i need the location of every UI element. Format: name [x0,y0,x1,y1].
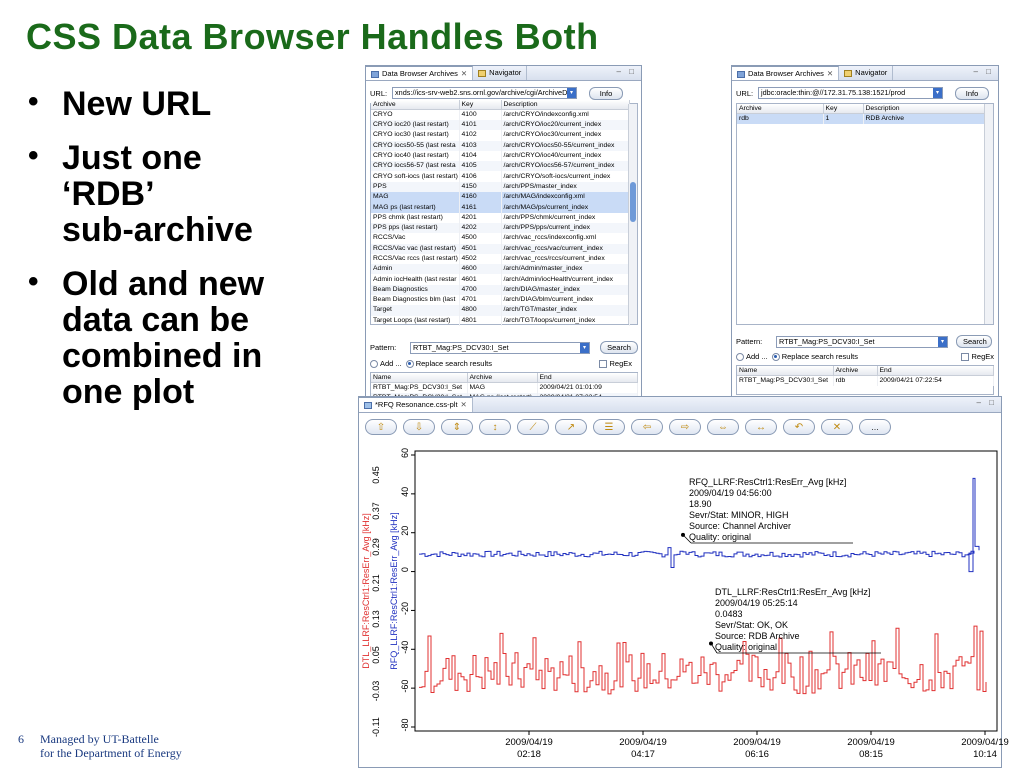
table-cell: Target [371,305,459,315]
add-radio[interactable] [370,360,378,368]
table-cell: 4160 [459,192,501,202]
annotation-text: 18.90 [689,499,712,509]
plot-tabbar [359,397,1001,413]
archive-table-container [370,103,638,325]
zoom-x-in-button[interactable] [707,419,739,435]
y-tick-label-inner: -60 [400,679,410,693]
plot-svg[interactable] [359,441,1009,767]
table-cell: RCCS/Vac vac (last restart) [371,244,459,254]
table-row[interactable] [371,182,629,192]
table-cell: /arch/Admin/master_index [501,264,629,274]
table-cell: 1 [823,114,863,125]
annotation-text: Sevr/Stat: OK, OK [715,620,789,630]
table-cell: /arch/vac_rccs/vac/current_index [501,244,629,254]
table-row[interactable] [371,213,629,223]
chevron-down-icon[interactable]: ▾ [567,88,576,98]
table-cell: /arch/MAG/indexconfig.xml [501,192,629,202]
view-tabbar [732,66,998,81]
url-combo[interactable]: jdbc:oracle:thin:@//172.31.75.138:1521/prod ▾ [758,87,943,99]
trend-a-button[interactable] [517,419,549,435]
page-number: 6 [18,732,24,746]
table-cell: rdb [737,114,823,125]
more-button[interactable] [859,419,891,435]
table-cell: RCCS/Vac rccs (last restart) [371,254,459,264]
table-cell: 4150 [459,182,501,192]
table-cell: 4502 [459,254,501,264]
tab-navigator[interactable]: Navigator [839,66,893,80]
table-row[interactable] [371,120,629,130]
table-row[interactable] [371,254,629,264]
table-row[interactable] [371,192,629,202]
trend-b-button[interactable] [555,419,587,435]
pan-right-button[interactable] [669,419,701,435]
bullet-item [28,86,328,122]
table-cell: RTBT_Mag:PS_DCV30:I_Set [737,376,833,387]
table-row[interactable] [371,264,629,274]
window-controls[interactable]: – □ [976,398,997,407]
bullet-dot: • [28,85,39,118]
table-row[interactable] [371,130,629,140]
table-cell: /arch/DIAG/blm/current_index [501,295,629,305]
y-tick-label-inner: 60 [400,447,410,459]
table-cell: CRYO ioc40 (last restart) [371,151,459,161]
table-cell: 4100 [459,110,501,121]
table-cell: /arch/CRYO/iocs56-57/current_index [501,161,629,171]
table-cell: /arch/vac_rccs/indexconfig.xml [501,233,629,243]
archive-scrollbar[interactable] [628,104,637,324]
table-row[interactable] [371,383,637,394]
add-radio[interactable] [736,353,744,361]
y-tick-label-outer: -0.11 [371,717,381,737]
y-tick-label-inner: 40 [400,486,410,497]
column-header[interactable]: Archive [737,104,823,114]
pattern-label: Pattern: [736,337,763,346]
plot-toolbar [365,419,891,435]
info-button[interactable]: Info [589,87,623,100]
archives-window-left [365,65,642,397]
x-tick-label: 2009/04/19 08:15 [847,737,895,760]
table-cell: 4102 [459,130,501,140]
search-button[interactable]: Search [956,335,992,348]
zoom-out-down-icon: ⇩ [414,421,424,433]
archive-table [737,104,986,124]
table-cell: /arch/MAG/ps/current_index [501,202,629,212]
pattern-combo[interactable]: RTBT_Mag:PS_DCV30:I_Set ▾ [410,342,590,354]
scroll-icon: ✕ [832,421,842,433]
annotation-text: Quality: original [715,642,778,652]
window-controls[interactable]: – □ [616,67,637,76]
replace-radio[interactable] [406,360,414,368]
y-tick-label-outer: -0.03 [371,680,381,702]
annotation-text: Source: RDB Archive [715,631,800,641]
table-cell: /arch/CRYO/indexconfig.xml [501,110,629,121]
table-cell: RTBT_Mag:PS_DCV30:I_Set [371,383,467,394]
x-tick-label: 2009/04/19 06:16 [733,737,781,760]
zoom-y-icon: ↕ [492,421,498,433]
y-tick-label-outer: 0.05 [371,646,381,664]
table-cell: Admin iocHealth (last restar [371,274,459,284]
regex-label: RegEx [609,359,632,368]
column-header[interactable]: Description [501,100,629,110]
table-cell: CRYO ioc30 (last restart) [371,130,459,140]
annotation-text: Sevr/Stat: MINOR, HIGH [689,510,789,520]
column-header[interactable]: Description [863,104,985,114]
results-container [370,372,638,398]
table-cell: 4601 [459,274,501,284]
table-cell: MAG ps (last restart) [371,202,459,212]
stagger-button[interactable] [441,419,473,435]
annotation-text: 0.0483 [715,609,743,619]
table-cell: CRYO soft-iocs (last restart) [371,171,459,181]
table-row[interactable] [371,274,629,284]
pan-left-button[interactable] [631,419,663,435]
chevron-down-icon[interactable]: ▾ [580,343,589,353]
table-cell: PPS chmk (last restart) [371,213,459,223]
table-cell: 4801 [459,316,501,326]
navigator-icon [844,70,852,77]
table-row[interactable] [371,295,629,305]
table-cell: /arch/CRYO/ioc30/current_index [501,130,629,140]
replace-radio[interactable] [772,353,780,361]
table-row[interactable] [371,305,629,315]
table-row[interactable] [371,233,629,243]
url-label: URL: [736,88,754,98]
y-tick-label-outer: 0.13 [371,610,381,628]
table-row[interactable] [371,141,629,151]
plot-file-icon [364,402,372,409]
table-cell: 4800 [459,305,501,315]
footer-line-1: Managed by UT-Battelle [40,732,159,746]
pan-left-icon: ⇦ [642,421,652,433]
y-axis-label-inner: RFQ_LLRF:ResCtrl1:ResErr_Avg [kHz] [389,512,399,670]
y-tick-label-inner: -80 [400,718,410,732]
archive-scrollbar[interactable] [984,104,993,324]
table-cell: Beam Diagnostics blm (last [371,295,459,305]
bullet-list [28,86,328,428]
table-cell: 4161 [459,202,501,212]
y-tick-label-inner: -40 [400,640,410,654]
config-button[interactable] [593,419,625,435]
zoom-x-out-button[interactable] [745,419,777,435]
bullet-item [28,140,328,248]
regex-checkbox[interactable] [961,353,969,361]
table-cell: /arch/CRYO/ioc40/current_index [501,151,629,161]
zoom-y-button[interactable] [479,419,511,435]
table-cell: /arch/TGT/master_index [501,305,629,315]
table-cell: RCCS/Vac [371,233,459,243]
bullet-text: New URL [62,85,212,123]
url-row [736,86,989,100]
bullet-text: Old and new data can be combined in one plot [62,265,265,411]
table-row[interactable] [371,244,629,254]
bullet-item [28,266,328,410]
view-tabbar [366,66,641,81]
annotation-text: DTL_LLRF:ResCtrl1:ResErr_Avg [kHz] [715,587,871,597]
table-cell: Beam Diagnostics [371,285,459,295]
column-header[interactable]: End [537,373,637,383]
table-cell: 4700 [459,285,501,295]
table-cell: 4101 [459,120,501,130]
archive-table-container [736,103,994,325]
replace-label: Replace search results [781,352,858,361]
annotation-marker [709,641,713,645]
zoom-in-up-icon: ⇧ [376,421,386,433]
archive-icon [371,71,379,78]
close-icon[interactable]: ✕ [826,69,834,78]
tab-data-browser-archives[interactable]: Data Browser Archives ✕ [732,66,839,80]
table-cell: /arch/PPS/master_index [501,182,629,192]
table-row[interactable] [737,114,985,125]
table-row[interactable] [737,376,993,387]
table-cell: /arch/CRYO/ioc20/current_index [501,120,629,130]
table-row[interactable] [371,202,629,212]
scroll-button[interactable] [821,419,853,435]
table-row[interactable] [371,285,629,295]
table-cell: CRYO ioc20 (last restart) [371,120,459,130]
column-header[interactable]: Key [459,100,501,110]
chevron-down-icon[interactable]: ▾ [938,337,947,347]
archive-table [371,100,630,326]
column-header[interactable]: Name [737,366,833,376]
trend-a-icon: ⟋ [529,421,537,433]
add-label: Add ... [746,352,768,361]
table-cell: Admin [371,264,459,274]
close-icon[interactable]: ✕ [460,69,468,78]
options-row [370,359,632,368]
stagger-icon: ⇕ [452,421,462,433]
results-container [736,365,994,395]
table-cell: 4201 [459,213,501,223]
y-tick-label-inner: 0 [400,567,410,573]
table-cell: PPS pps (last restart) [371,223,459,233]
pan-right-icon: ⇨ [680,421,690,433]
bullet-dot: • [28,265,39,298]
y-tick-label-inner: 20 [400,525,410,536]
table-cell: /arch/CRYO/soft-iocs/current_index [501,171,629,181]
y-tick-label-outer: 0.45 [371,466,381,484]
table-cell: 4701 [459,295,501,305]
column-header[interactable]: Archive [371,100,459,110]
table-cell: /arch/vac_rccs/rccs/current_index [501,254,629,264]
tab-navigator[interactable]: Navigator [473,66,527,80]
tab-data-browser-archives[interactable]: Data Browser Archives ✕ [366,66,473,80]
column-header[interactable]: Archive [467,373,537,383]
chevron-down-icon[interactable]: ▾ [933,88,942,98]
trend-b-icon: ↗ [566,421,576,433]
url-combo[interactable]: xnds://ics-srv-web2.sns.ornl.gov/archive/cgi/ArchiveD ▾ [392,87,577,99]
results-table [737,366,994,386]
column-header[interactable]: Archive [833,366,877,376]
pattern-row [370,341,638,354]
table-row[interactable] [371,161,629,171]
table-cell: 2009/04/21 01:01:09 [537,383,637,394]
pattern-combo[interactable]: RTBT_Mag:PS_DCV30:I_Set ▾ [776,336,948,348]
options-row [736,352,994,361]
back-icon: ↶ [794,421,804,433]
table-cell: /arch/TGT/loops/current_index [501,316,629,326]
table-cell: CRYO iocs56-57 (last resta [371,161,459,171]
table-cell: /arch/CRYO/iocs50-55/current_index [501,141,629,151]
table-row[interactable] [371,223,629,233]
table-cell: 4501 [459,244,501,254]
table-row[interactable] [371,110,629,121]
annotation-text: RFQ_LLRF:ResCtrl1:ResErr_Avg [kHz] [689,477,847,487]
close-icon[interactable]: ✕ [460,400,467,409]
x-tick-label: 2009/04/19 10:14 [961,737,1009,760]
table-cell: 4500 [459,233,501,243]
table-cell: 4105 [459,161,501,171]
slide-title: CSS Data Browser Handles Both [26,16,599,57]
slide-footer [18,732,182,760]
table-cell: 4600 [459,264,501,274]
table-cell: /arch/Admin/iocHealth/current_index [501,274,629,284]
y-tick-label-outer: 0.21 [371,574,381,592]
table-cell: CRYO iocs50-55 (last resta [371,141,459,151]
column-header[interactable]: Key [823,104,863,114]
table-cell: /arch/PPS/pps/current_index [501,223,629,233]
table-row[interactable] [371,151,629,161]
plot-area[interactable] [359,441,1009,767]
footer-line-2: for the Department of Energy [40,746,182,760]
regex-checkbox[interactable] [599,360,607,368]
zoom-out-down-button[interactable] [403,419,435,435]
zoom-x-out-icon: ↔ [756,421,766,433]
table-cell: Target Loops (last restart) [371,316,459,326]
add-label: Add ... [380,359,402,368]
back-button[interactable] [783,419,815,435]
search-button[interactable]: Search [600,341,638,354]
regex-label: RegEx [971,352,994,361]
archive-icon [737,71,745,78]
y-axis-label-outer: DTL_LLRF:ResCtrl1:ResErr_Avg [kHz] [361,513,371,669]
y-tick-label-outer: 0.29 [371,538,381,556]
zoom-x-in-icon: ⇔ [718,421,728,433]
table-cell: CRYO [371,110,459,121]
table-row[interactable] [371,316,629,326]
pattern-label: Pattern: [370,343,397,352]
table-cell: 4202 [459,223,501,233]
info-button[interactable]: Info [955,87,989,100]
annotation-text: 2009/04/19 05:25:14 [715,598,798,608]
table-cell: /arch/PPS/chmk/current_index [501,213,629,223]
config-icon: ☰ [604,421,614,433]
annotation-text: Source: Channel Archiver [689,521,792,531]
bullet-dot: • [28,139,39,172]
table-cell: MAG [467,383,537,394]
navigator-icon [478,70,486,77]
table-cell: 2009/04/21 07:22:54 [877,376,993,387]
y-tick-label-outer: 0.37 [371,502,381,520]
table-cell: /arch/DIAG/master_index [501,285,629,295]
column-header[interactable]: Name [371,373,467,383]
url-row [370,86,623,100]
bullet-text: Just one ‘RDB’ sub-archive [62,139,253,249]
table-cell: RDB Archive [863,114,985,125]
zoom-in-up-button[interactable] [365,419,397,435]
table-cell: rdb [833,376,877,387]
table-cell: 4103 [459,141,501,151]
url-label: URL: [370,88,388,98]
plot-window [358,396,1009,768]
table-cell: 4104 [459,151,501,161]
x-tick-label: 2009/04/19 02:18 [505,737,553,760]
x-tick-label: 2009/04/19 04:17 [619,737,667,760]
pattern-row [736,335,992,348]
table-row[interactable] [371,171,629,181]
column-header[interactable]: End [877,366,993,376]
more-icon: ... [871,422,879,432]
y-tick-label-inner: -20 [400,601,410,615]
table-cell: MAG [371,192,459,202]
tab-rfq-resonance-plot[interactable]: *RFQ Resonance.css-plt ✕ [359,397,473,412]
annotation-marker [681,533,685,537]
table-cell: 4106 [459,171,501,181]
replace-label: Replace search results [415,359,492,368]
archives-window-right [731,65,999,397]
window-controls[interactable]: – □ [973,67,994,76]
annotation-text: Quality: original [689,532,752,542]
table-cell: PPS [371,182,459,192]
annotation-text: 2009/04/19 04:56:00 [689,488,772,498]
